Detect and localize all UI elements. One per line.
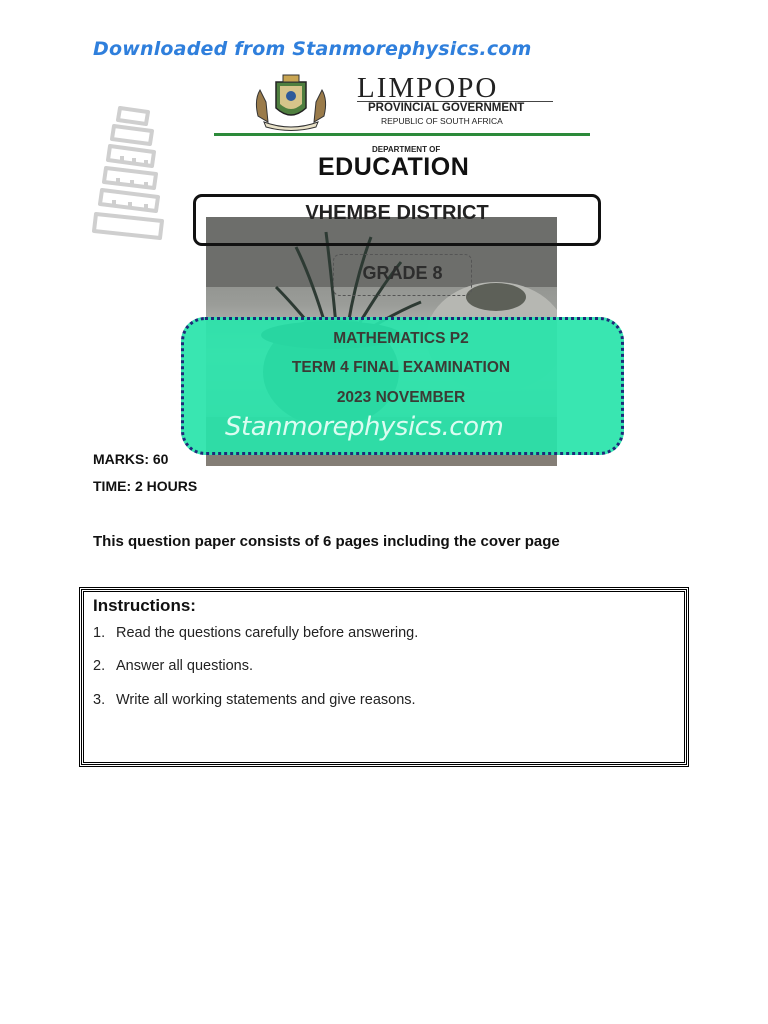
instruction-item [93, 692, 416, 708]
exam-date: 2023 NOVEMBER [336, 389, 466, 406]
grade-label: GRADE 8 [362, 263, 443, 283]
instruction-item [93, 658, 253, 674]
time-label: TIME: 2 HOURS [93, 478, 198, 494]
green-divider [214, 133, 590, 136]
instruction-item [93, 625, 418, 641]
page-count-note: This question paper consists of 6 pages including the cover page [93, 533, 560, 550]
department-of-label: DEPARTMENT OF [372, 145, 441, 154]
republic-label: REPUBLIC OF SOUTH AFRICA [381, 116, 503, 126]
marks-label: MARKS: 60 [93, 451, 169, 467]
department-name: EDUCATION [318, 153, 470, 181]
province-name: LIMPOPO [357, 72, 499, 104]
instruction-text: Read the questions carefully before answering. [116, 625, 419, 641]
subject-title: MATHEMATICS P2 [333, 330, 469, 347]
leaning-tower-icon [90, 100, 172, 246]
instruction-number: 3. [93, 692, 106, 708]
instruction-text: Answer all questions. [116, 658, 254, 674]
instruction-text: Write all working statements and give reasons. [116, 692, 416, 708]
instruction-number: 1. [93, 625, 106, 641]
instruction-number: 2. [93, 658, 106, 674]
download-source-banner: Downloaded from Stanmorephysics.com [93, 38, 532, 60]
instructions-title: Instructions: [93, 596, 196, 615]
coat-of-arms-icon [250, 72, 332, 132]
exam-term: TERM 4 FINAL EXAMINATION [291, 359, 511, 376]
government-label: PROVINCIAL GOVERNMENT [368, 102, 525, 114]
district-title: VHEMBE DISTRICT [305, 202, 489, 224]
watermark-text: Stanmorephysics.com [225, 412, 504, 442]
